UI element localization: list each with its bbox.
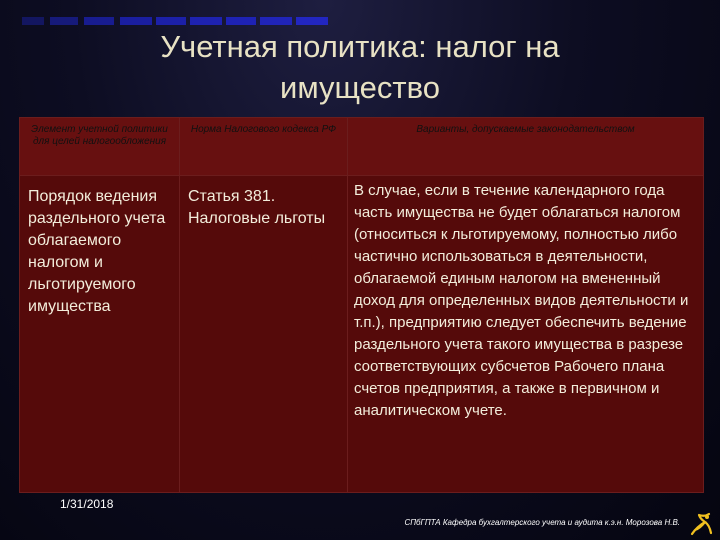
cell-tax-code: Статья 381. Налоговые льготы [180, 176, 348, 493]
decorative-bar [120, 17, 152, 25]
decorative-bar [226, 17, 256, 25]
slide-title: Учетная политика: налог на имущество [160, 29, 560, 105]
decorative-bar [50, 17, 78, 25]
header-cell-tax-code: Норма Налогового кодекса РФ [180, 118, 348, 176]
policy-table [19, 117, 704, 493]
slide-date: 1/31/2018 [60, 497, 114, 511]
decorative-bar [22, 17, 44, 25]
decorative-bar [260, 17, 292, 25]
table-row [20, 176, 704, 493]
slide-footer: СПбГПТА Кафедра бухгалтерского учета и аудита к.э.н. Морозова Н.В. [404, 518, 680, 527]
leaping-figure-icon [686, 508, 716, 538]
cell-element: Порядок ведения раздельного учета облагаемого налогом и льготируемого имущества [20, 176, 180, 493]
header-cell-element: Элемент учетной политики для целей налогообложения [20, 118, 180, 176]
decorative-bars [0, 17, 340, 25]
decorative-bar [296, 17, 328, 25]
decorative-bar [156, 17, 186, 25]
decorative-bar [84, 17, 114, 25]
decorative-bar [190, 17, 222, 25]
header-cell-options: Варианты, допускаемые законодательством [348, 118, 704, 176]
table-header-row [20, 118, 704, 176]
cell-options: В случае, если в течение календарного года часть имущества не будет облагаться налогом (относиться к льготируемому, полностью либо частично использоваться в деятельности, облагаемой единым налогом на вмененный доход для определенных видов деятельности и т.п.), предприятию следует обеспечить ведение раздельного учета такого имущества в разрезе соответствующих субсчетов Рабочего плана счетов предприятия, а также в первичном и аналитическом учете. [348, 176, 704, 493]
